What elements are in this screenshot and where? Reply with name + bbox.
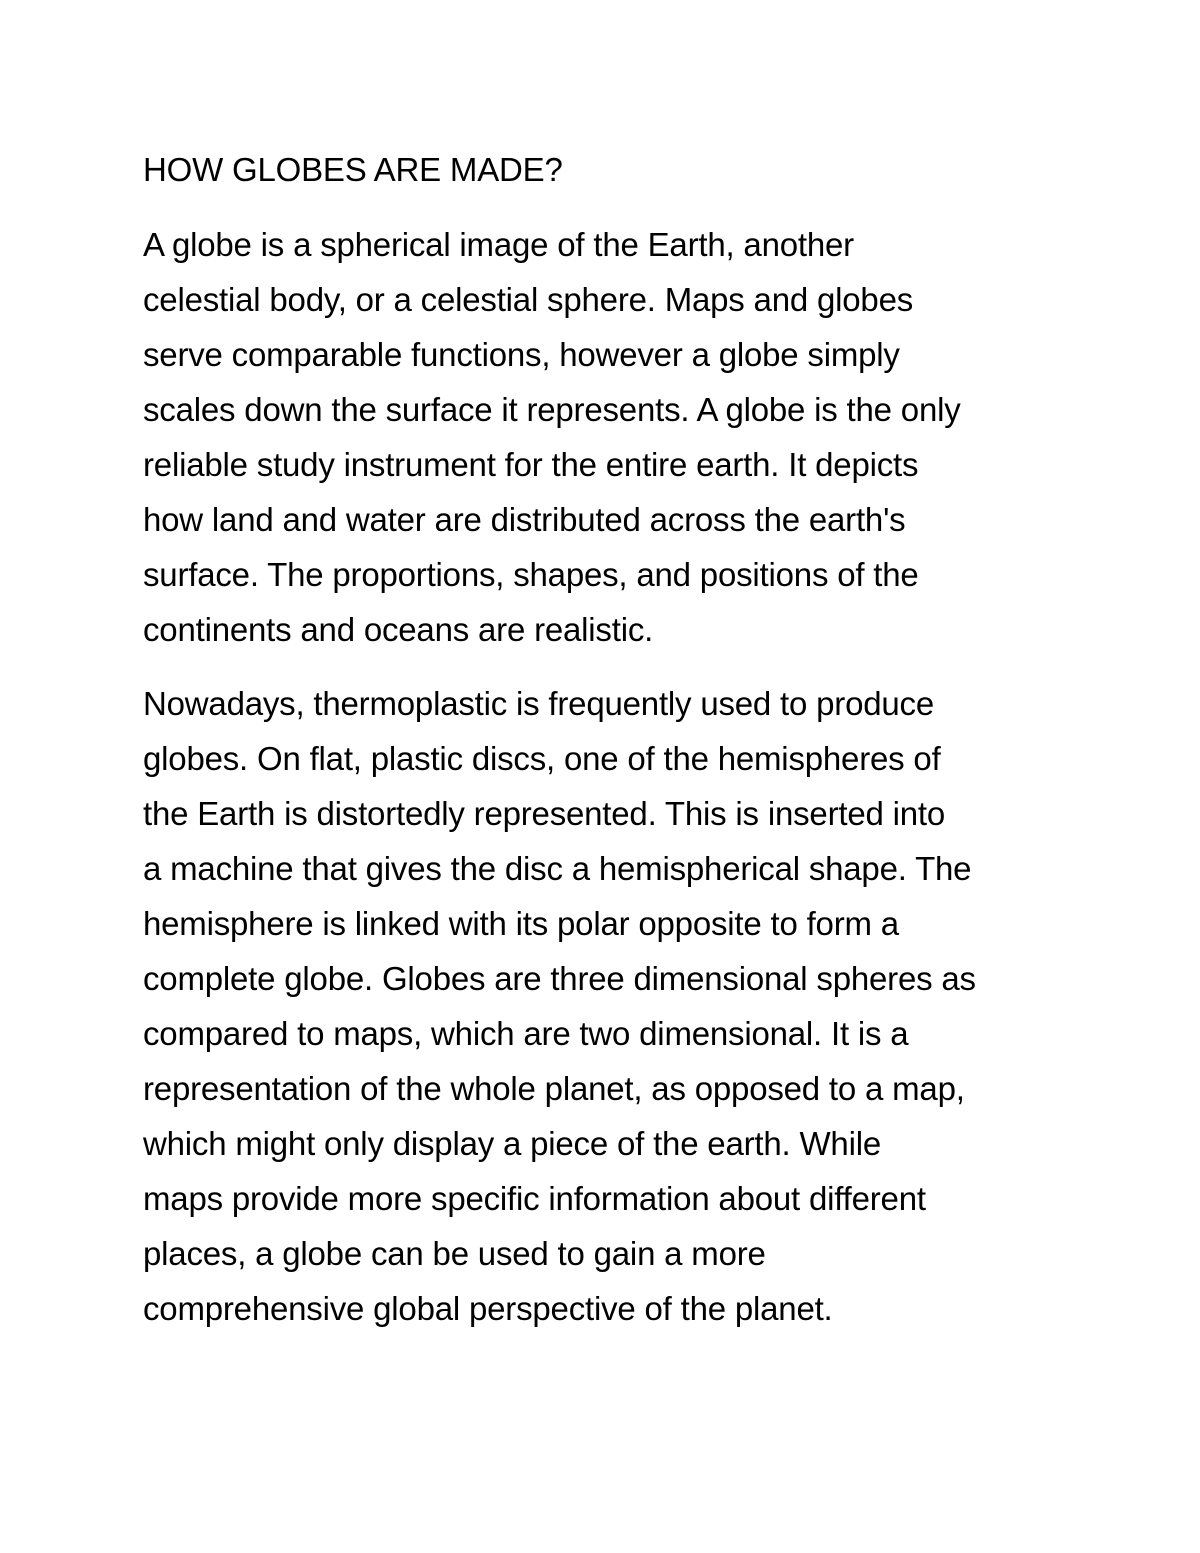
paragraph-2	[143, 676, 1073, 1336]
paragraph-1	[143, 217, 1073, 657]
document-title: HOW GLOBES ARE MADE?	[143, 151, 563, 188]
paragraph-line: how land and water are distributed across the earth's	[143, 501, 906, 538]
paragraph-line: a machine that gives the disc a hemispherical shape. The	[143, 850, 972, 887]
document-body	[143, 142, 1073, 1355]
paragraph-line: hemisphere is linked with its polar opposite to form a	[143, 905, 899, 942]
paragraph-line: maps provide more specific information about different	[143, 1180, 926, 1217]
paragraph-line: places, a globe can be used to gain a more	[143, 1235, 766, 1272]
paragraph-line: surface. The proportions, shapes, and positions of the	[143, 556, 919, 593]
paragraph-line: A globe is a spherical image of the Earth, another	[143, 226, 854, 263]
paragraph-line: continents and oceans are realistic.	[143, 611, 654, 648]
paragraph-line: celestial body, or a celestial sphere. Maps and globes	[143, 281, 914, 318]
paragraph-line: Nowadays, thermoplastic is frequently used to produce	[143, 685, 934, 722]
paragraph-line: scales down the surface it represents. A globe is the only	[143, 391, 961, 428]
paragraph-line: comprehensive global perspective of the planet.	[143, 1290, 833, 1327]
paragraph-line: which might only display a piece of the earth. While	[143, 1125, 881, 1162]
paragraph-line: serve comparable functions, however a globe simply	[143, 336, 900, 373]
paragraph-line: compared to maps, which are two dimensional. It is a	[143, 1015, 909, 1052]
paragraph-line: representation of the whole planet, as opposed to a map,	[143, 1070, 965, 1107]
paragraph-line: globes. On flat, plastic discs, one of the hemispheres of	[143, 740, 941, 777]
paragraph-line: reliable study instrument for the entire earth. It depicts	[143, 446, 919, 483]
paragraph-line: complete globe. Globes are three dimensional spheres as	[143, 960, 976, 997]
paragraph-line: the Earth is distortedly represented. This is inserted into	[143, 795, 946, 832]
